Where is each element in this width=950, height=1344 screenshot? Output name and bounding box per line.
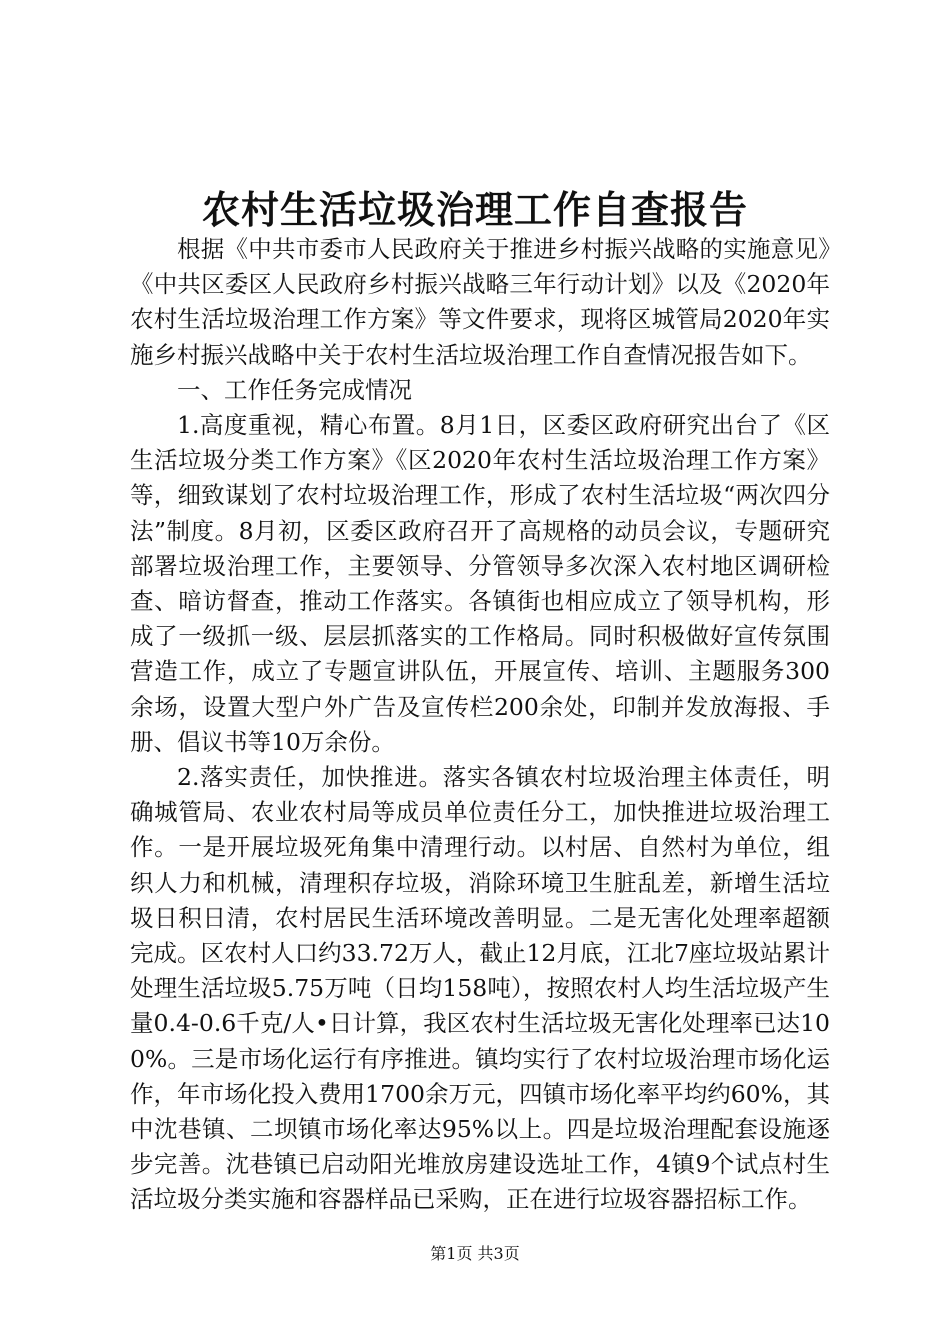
body-paragraph: 2.落实责任，加快推进。落实各镇农村垃圾治理主体责任，明确城管局、农业农村局等成员单位责任分工，加快推进垃圾治理工作。一是开展垃圾死角集中清理行动。以村居、自然村为单位，组织人力和机械，清理积存垃圾，消除环境卫生脏乱差，新增生活垃圾日积日清，农村居民生活环境改善明显。二是无害化处理率超额完成。区农村人口约33.72万人，截止12月底，江北7座垃圾站累计处理生活垃圾5.75万吨（日均158吨），按照农村人均生活垃圾产生量0.4-0.6千克/人•日计算，我区农村生活垃圾无害化处理率已达100%。三是市场化运行有序推进。镇均实行了农村垃圾治理市场化运作，年市场化投入费用1700余万元，四镇市场化率平均约60%，其中沈巷镇、二坝镇市场化率达95%以上。四是垃圾治理配套设施逐步完善。沈巷镇已启动阳光堆放房建设选址工作，4镇9个试点村生活垃圾分类实施和容器样品已采购，正在进行垃圾容器招标工作。 <box>130 763 830 1214</box>
document-body <box>130 232 830 1218</box>
section-heading: 一、工作任务完成情况 <box>177 375 412 404</box>
body-paragraph: 1.高度重视，精心布置。8月1日，区委区政府研究出台了《区生活垃圾分类工作方案》《区2020年农村生活垃圾治理工作方案》等，细致谋划了农村垃圾治理工作，形成了农村生活垃圾“两次四分法”制度。8月初，区委区政府召开了高规格的动员会议，专题研究部署垃圾治理工作，主要领导、分管领导多次深入农村地区调研检查、暗访督查，推动工作落实。各镇街也相应成立了领导机构，形成了一级抓一级、层层抓落实的工作格局。同时积极做好宣传氛围营造工作，成立了专题宣讲队伍，开展宣传、培训、主题服务300余场，设置大型户外广告及宣传栏200余处，印制并发放海报、手册、倡议书等10万余份。 <box>130 411 830 756</box>
page-number-footer: 第1页 共3页 <box>430 1244 520 1263</box>
intro-paragraph: 根据《中共市委市人民政府关于推进乡村振兴战略的实施意见》《中共区委区人民政府乡村振兴战略三年行动计划》以及《2020年农村生活垃圾治理工作方案》等文件要求，现将区城管局2020年实施乡村振兴战略中关于农村生活垃圾治理工作自查情况报告如下。 <box>130 235 830 369</box>
document-title: 农村生活垃圾治理工作自查报告 <box>201 187 748 232</box>
